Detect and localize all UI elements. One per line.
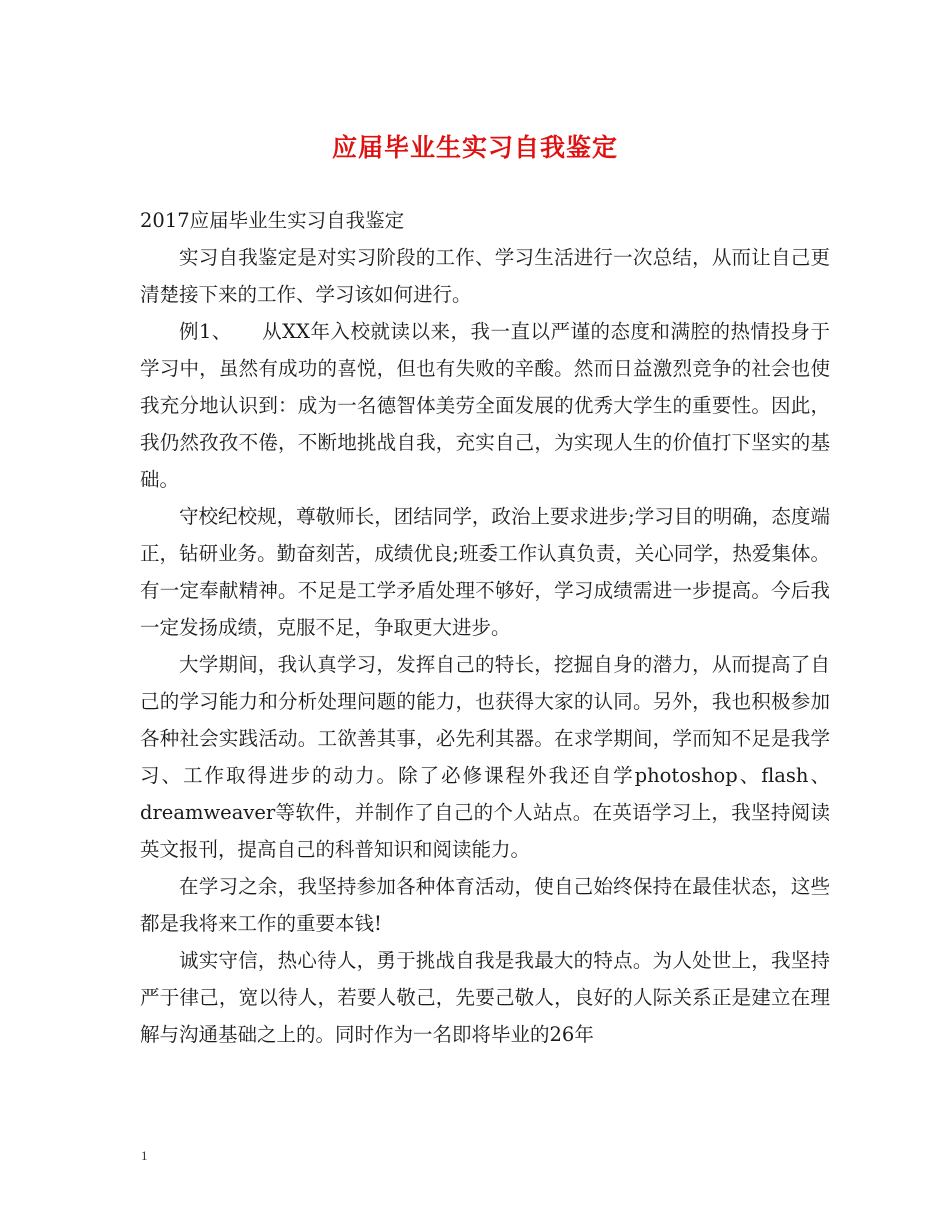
page-number: 1	[141, 1148, 148, 1163]
paragraph-sports: 在学习之余，我坚持参加各种体育活动，使自己始终保持在最佳状态，这些都是我将来工作的重要本钱!	[140, 875, 830, 935]
paragraph-discipline: 守校纪校规，尊敬师长，团结同学，政治上要求进步;学习目的明确，态度端正，钻研业务。勤奋刻苦，成绩优良;班委工作认真负责，关心同学，热爱集体。有一定奉献精神。不足是工学矛盾处理不够好，学习成绩需进一步提高。今后我一定发扬成绩，克服不足，争取更大进步。	[140, 505, 830, 639]
paragraph-character: 诚实守信，热心待人，勇于挑战自我是我最大的特点。为人处世上，我坚持严于律己，宽以待人，若要人敬己，先要己敬人，良好的人际关系正是建立在理解与沟通基础之上的。同时作为一名即将毕业的26年	[140, 949, 830, 1046]
document-body	[140, 202, 830, 1053]
document-subtitle: 2017应届毕业生实习自我鉴定	[140, 209, 405, 232]
paragraph-study: 大学期间，我认真学习，发挥自己的特长，挖掘自身的潜力，从而提高了自己的学习能力和分析处理问题的能力，也获得大家的认同。另外，我也积极参加各种社会实践活动。工欲善其事，必先利其器。在求学期间，学而知不足是我学习、工作取得进步的动力。除了必修课程外我还自学photoshop、flash、dreamweaver等软件，并制作了自己的个人站点。在英语学习上，我坚持阅读英文报刊，提高自己的科普知识和阅读能力。	[140, 653, 830, 861]
paragraph-intro: 实习自我鉴定是对实习阶段的工作、学习生活进行一次总结，从而让自己更清楚接下来的工作、学习该如何进行。	[140, 246, 830, 306]
paragraph-example-1: 例1、 从XX年入校就读以来，我一直以严谨的态度和满腔的热情投身于学习中，虽然有成功的喜悦，但也有失败的辛酸。然而日益激烈竞争的社会也使我充分地认识到：成为一名德智体美劳全面发展的优秀大学生的重要性。因此，我仍然孜孜不倦，不断地挑战自我，充实自己，为实现人生的价值打下坚实的基础。	[140, 320, 830, 491]
document-title: 应届毕业生实习自我鉴定	[331, 133, 618, 162]
